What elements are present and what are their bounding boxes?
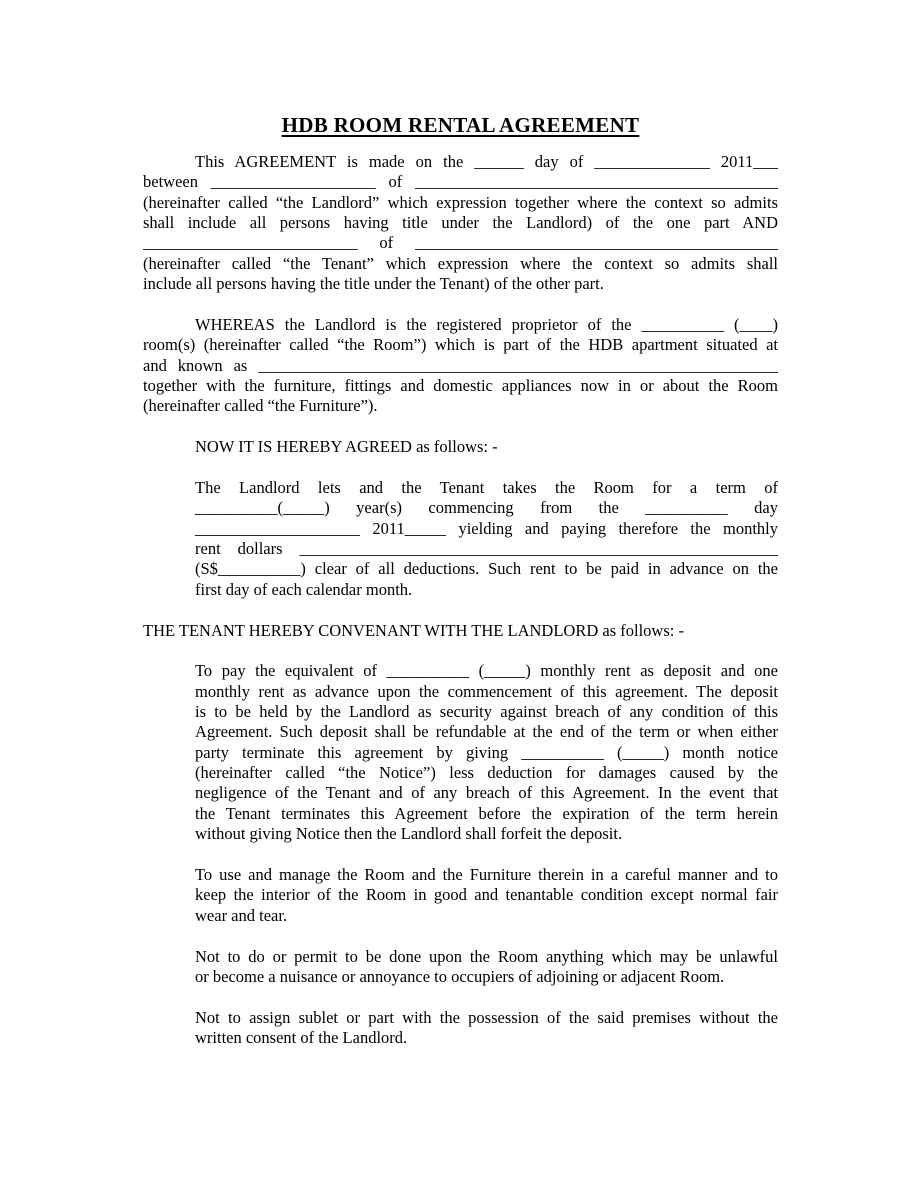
- paragraph-no-sublet: [195, 1008, 778, 1049]
- text-line: or become a nuisance or annoyance to occupiers of adjoining or adjacent Room.: [195, 966, 725, 986]
- text-line: between ____________________ of ____________________________________________: [143, 172, 778, 192]
- paragraph-no-nuisance: [195, 947, 778, 988]
- heading-tenant-covenant: [143, 621, 778, 641]
- document-title: HDB ROOM RENTAL AGREEMENT: [281, 113, 640, 137]
- heading-now-agreed: [143, 437, 778, 457]
- text-line: monthly rent as advance upon the commencement of this agreement. The deposit: [195, 681, 778, 701]
- text-line: THE TENANT HEREBY CONVENANT WITH THE LANDLORD as follows: -: [143, 620, 684, 640]
- text-line: party terminate this agreement by giving __________ (_____) month notice: [195, 742, 778, 762]
- text-line: together with the furniture, fittings and domestic appliances now in or about the Room: [143, 375, 778, 395]
- paragraph-care-of-room: [195, 865, 778, 926]
- text-line: To pay the equivalent of __________ (_____) monthly rent as deposit and one: [195, 661, 778, 681]
- text-line: Not to assign sublet or part with the possession of the said premises without the: [195, 1007, 778, 1027]
- text-line: negligence of the Tenant and of any breach of this Agreement. In the event that: [195, 783, 778, 803]
- text-line: __________________________ of ____________________________________________: [143, 233, 778, 253]
- text-line: ____________________ 2011_____ yielding and paying therefore the monthly: [195, 518, 778, 538]
- text-line: (hereinafter called “the Notice”) less deduction for damages caused by the: [195, 763, 778, 783]
- text-line: __________(_____) year(s) commencing from the __________ day: [195, 498, 778, 518]
- text-line: Not to do or permit to be done upon the Room anything which may be unlawful: [195, 946, 778, 966]
- text-line: is to be held by the Landlord as security against breach of any condition of this: [195, 702, 778, 722]
- paragraph-deposit: [195, 661, 778, 844]
- text-line: first day of each calendar month.: [195, 579, 413, 599]
- text-line: (hereinafter called “the Landlord” which expression together where the context so admits: [143, 192, 778, 212]
- text-line: wear and tear.: [195, 905, 288, 925]
- text-line: WHEREAS the Landlord is the registered proprietor of the __________ (____): [195, 314, 778, 334]
- text-line: To use and manage the Room and the Furniture therein in a careful manner and to: [195, 864, 778, 884]
- text-line: NOW IT IS HEREBY AGREED as follows: -: [195, 437, 498, 457]
- text-line: Agreement. Such deposit shall be refundable at the end of the term or when either: [195, 722, 778, 742]
- text-line: and known as _______________________________________________________________: [143, 355, 778, 375]
- paragraph-term: [195, 478, 778, 600]
- text-line: the Tenant terminates this Agreement before the expiration of the term herein: [195, 803, 778, 823]
- paragraph-whereas: [143, 315, 778, 417]
- text-line: (hereinafter called “the Tenant” which expression where the context so admits shall: [143, 253, 778, 273]
- text-line: include all persons having the title under the Tenant) of the other part.: [143, 274, 604, 294]
- text-line: without giving Notice then the Landlord shall forfeit the deposit.: [195, 824, 623, 844]
- text-line: This AGREEMENT is made on the ______ day of ______________ 2011___: [195, 152, 778, 171]
- text-line: keep the interior of the Room in good and tenantable condition except normal fair: [195, 885, 778, 905]
- text-line: (S$__________) clear of all deductions. Such rent to be paid in advance on the: [195, 559, 778, 579]
- paragraph-opening: [143, 152, 778, 294]
- text-line: rent dollars __________________________________________________________: [195, 539, 778, 558]
- text-line: written consent of the Landlord.: [195, 1028, 408, 1048]
- text-line: shall include all persons having title under the Landlord) of the one part AND: [143, 213, 778, 233]
- text-line: The Landlord lets and the Tenant takes the Room for a term of: [195, 477, 778, 497]
- text-line: room(s) (hereinafter called “the Room”) which is part of the HDB apartment situated at: [143, 335, 778, 355]
- text-line: (hereinafter called “the Furniture”).: [143, 396, 378, 416]
